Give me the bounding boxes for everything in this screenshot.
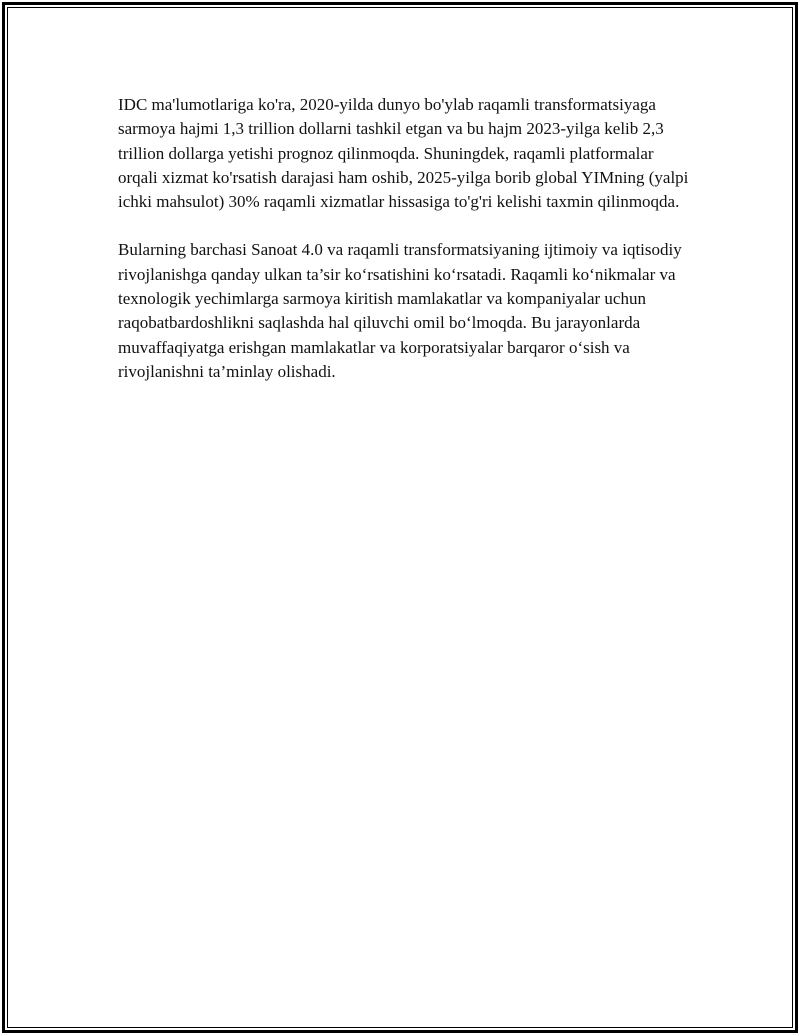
document-body bbox=[118, 93, 690, 408]
paragraph-investment-statistics: IDC ma'lumotlariga ko'ra, 2020-yilda dunyo bo'ylab raqamli transformatsiyaga sarmoya hajmi 1,3 trillion dollarni tashkil etgan va bu hajm 2023-yilga kelib 2,3 trillion dollarga yetishi prognoz qilinmoqda. Shuningdek, raqamli platformalar orqali xizmat ko'rsatish darajasi ham oshib, 2025-yilga borib global YIMning (yalpi ichki mahsulot) 30% raqamli xizmatlar hissasiga to'g'ri kelishi taxmin qilinmoqda. bbox=[118, 95, 689, 212]
paragraph-industry-impact: Bularning barchasi Sanoat 4.0 va raqamli transformatsiyaning ijtimoiy va iqtisodiy rivojlanishga qanday ulkan ta’sir ko‘rsatishini ko‘rsatadi. Raqamli ko‘nikmalar va texnologik yechimlarga sarmoya kiritish mamlakatlar va kompaniyalar uchun raqobatbardoshlikni saqlashda hal qiluvchi omil bo‘lmoqda. Bu jarayonlarda muvaffaqiyatga erishgan mamlakatlar va korporatsiyalar barqaror o‘sish va rivojlanishni ta’minlay olishadi. bbox=[118, 240, 682, 381]
